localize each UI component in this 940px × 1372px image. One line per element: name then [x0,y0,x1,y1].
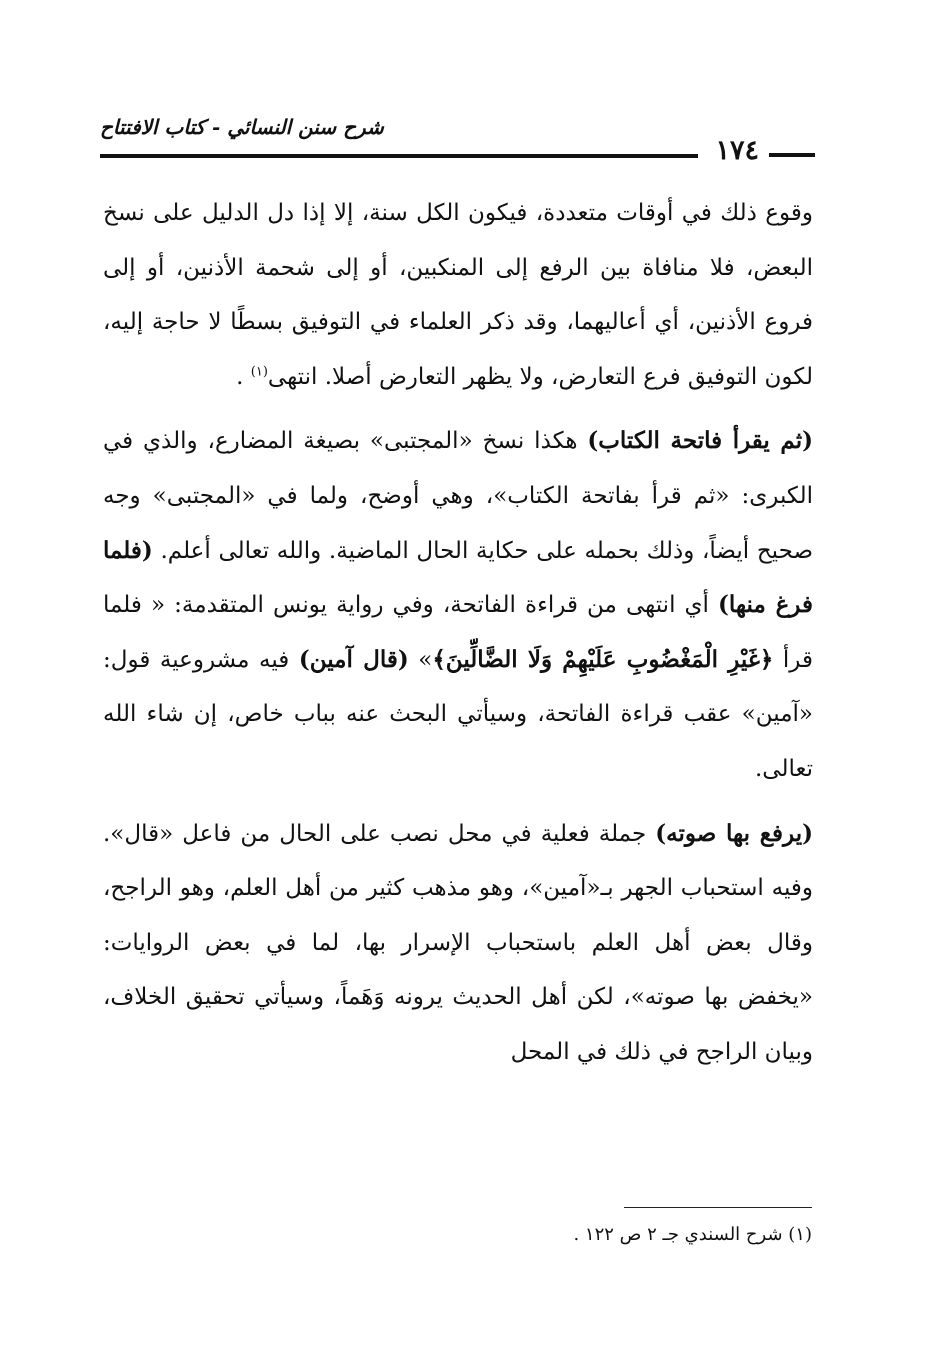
paragraph-1 [103,186,813,404]
header-rule [100,154,698,158]
paragraph-2 [103,414,813,796]
commentary-text: فيه مشروعية قول: «آمين» عقب قراءة الفاتحة، وسيأتي البحث عنه بباب خاص، إن شاء الله تعالى. [103,646,813,782]
paragraph-1-text: وقوع ذلك في أوقات متعددة، فيكون الكل سنة، إلا إذا دل الدليل على نسخ البعض، فلا منافاة بين الرفع إلى المنكبين، أو إلى شحمة الأذنين، أو إلى فروع الأذنين، أي أعاليهما، وقد ذكر العلماء في التوفيق بسطًا لا حاجة إليه، لكون التوفيق فرع التعارض، ولا يظهر التعارض أصلا. انتهى [103,200,813,390]
page-number-dash [769,153,815,157]
quoted-phrase: (ثم يقرأ فاتحة الكتاب) [587,427,813,455]
main-text [103,186,813,1080]
quoted-phrase: (يرفع بها صوته) [655,819,813,847]
paragraph-3 [103,807,813,1080]
commentary-text: هكذا نسخ «المجتبى» بصيغة المضارع، والذي في الكبرى: «ثم قرأ بفاتحة الكتاب»، وهي أوضح، ولما في «المجتبى» وجه صحيح أيضاً، وذلك بحمله على حكاية الحال الماضية. والله تعالى أعلم. [103,428,813,564]
running-title: شرح سنن النسائي - كتاب الافتتاح [100,115,384,139]
commentary-text: جملة فعلية في محل نصب على الحال من فاعل «قال». وفيه استحباب الجهر بـ«آمين»، وهو مذهب كثير من أهل العلم، وهو الراجح، وقال بعض أهل العلم باستحباب الإسرار بها، لما في بعض الروايات: «يخفض بها صوته»، لكن أهل الحديث يرونه وَهَماً، وسيأتي تحقيق الخلاف، وبيان الراجح في ذلك في المحل [103,820,813,1065]
commentary-text: أي انتهى من قراءة الفاتحة، وفي رواية يونس المتقدمة: « فلما قرأ [103,592,813,673]
page-header [100,108,815,168]
page-number: ١٧٤ [715,135,759,166]
quoted-phrase: (فلما فرغ منها) [103,536,813,619]
quran-verse: ﴿غَيْرِ الْمَغْضُوبِ عَلَيْهِمْ وَلَا الضَّالِّينَ﴾ [432,645,774,673]
footnote: (١) شرح السندي جـ ٢ ص ١٢٢ . [573,1224,812,1245]
paragraph-1-end: . [236,363,251,390]
commentary-text: » [408,646,433,673]
quoted-phrase: (قال آمين) [298,645,409,673]
footnote-reference: (١) [250,364,268,380]
footnote-rule [624,1207,812,1208]
